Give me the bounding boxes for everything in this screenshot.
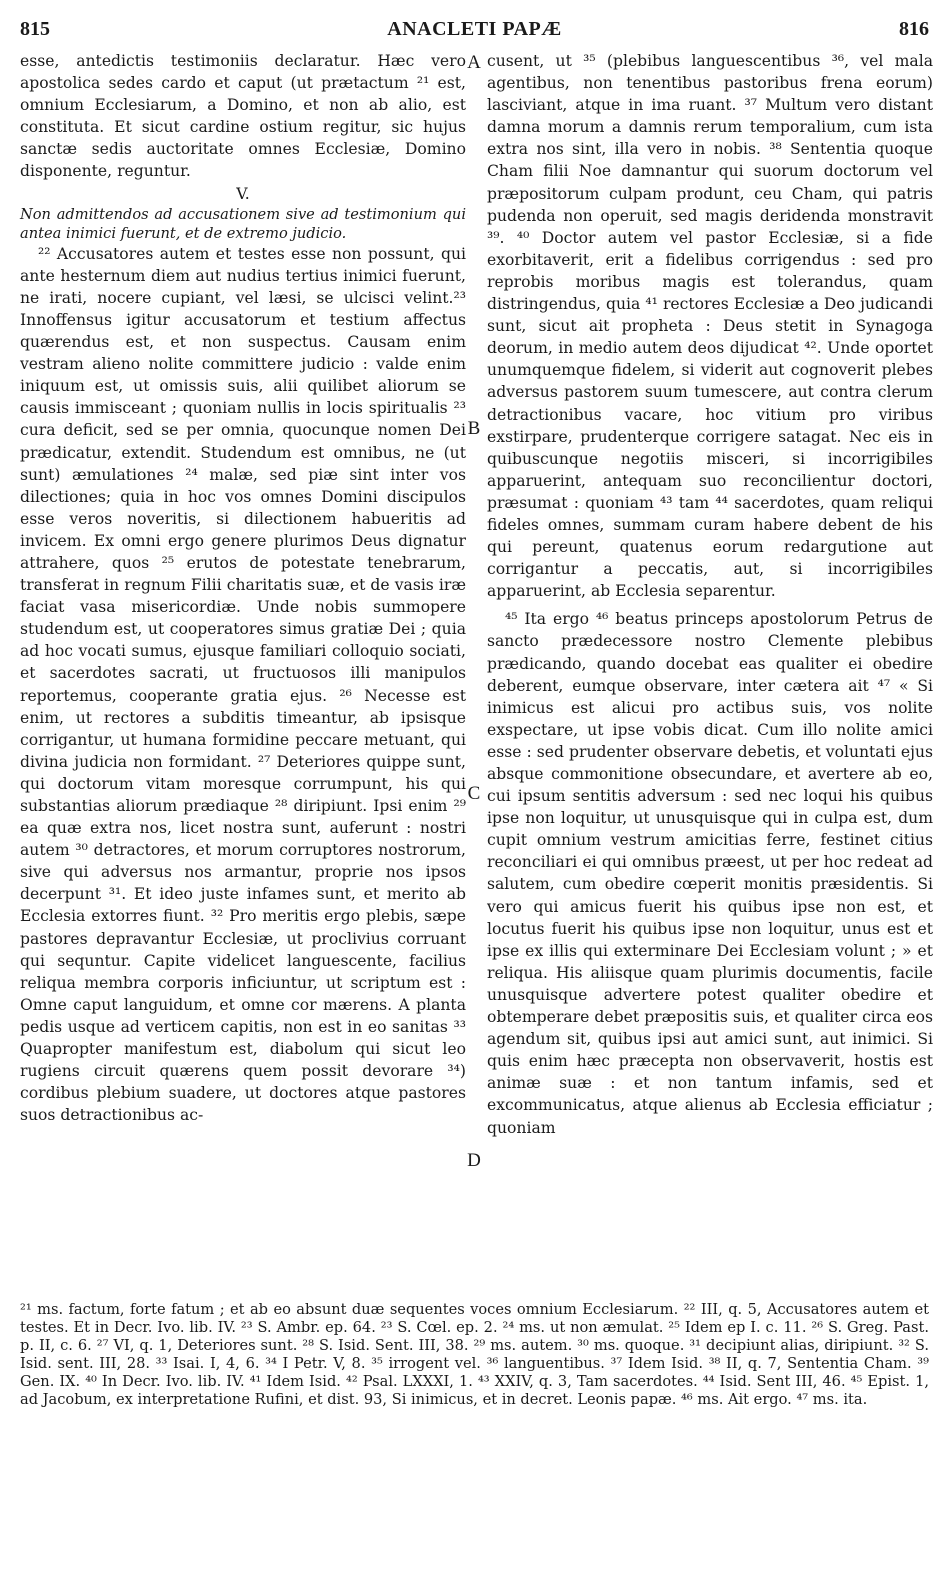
- paragraph-right-1: cusent, ut ³⁵ (plebibus languescentibus ³⁶, vel mala agentibus, non tenentibus pastoribus frena eorum) lasciviant, atque in ima ruant. ³⁷ Multum vero distant damna morum a damnis rerum temporalium, cum ista extra nos sint, illa vero in nobis. ³⁸ Sententia quoque Cham filii Noe damnantur qui suorum doctorum vel præpositorum culpam produnt, ceu Cham, qui patris pudenda non operuit, sed magis deridenda monstravit ³⁹. ⁴⁰ Doctor autem vel pastor Ecclesiæ, si a fide exorbitaverit, erit a fidelibus corrigendus : sed pro reprobis moribus magis est tolerandus, quam distringendus, quia ⁴¹ rectores Ecclesiæ a Deo judicandi sunt, sicut ait propheta : Deus stetit in Synagoga deorum, in medio autem deos dijudicat ⁴². Unde oportet unumquemque fidelem, si viderit aut cognoverit plebes adversus pastorem suum tumescere, aut contra clerum detractionibus vacare, hoc vitium pro viribus exstirpare, prudenterque corrigere satagat. Nec eis in quibuscunque negotiis misceri, si incorrigibiles apparuerint, antequam suo reconcilientur doctori, præsumat : quoniam ⁴³ tam ⁴⁴ sacerdotes, quam reliqui fideles omnes, summam curam habere debent de his qui pereunt, quatenus eorum redargutione aut corrigantur a peccatis, aut, si incorrigibiles apparuerint, ab Ecclesia separentur.: [487, 52, 933, 601]
- page-number-left: 815: [20, 18, 50, 40]
- section-title: Non admittendos ad accusationem sive ad testimonium qui antea inimici fuerunt, et de extremo judicio.: [20, 205, 466, 242]
- page-number-right: 816: [899, 18, 929, 40]
- margin-letter-d: D: [467, 1150, 481, 1171]
- section-number: V.: [236, 184, 250, 203]
- left-column: [20, 50, 466, 1126]
- footnotes: [20, 1301, 929, 1408]
- right-column: [487, 50, 933, 1139]
- margin-letter-b: B: [467, 418, 481, 439]
- paragraph-right-2: ⁴⁵ Ita ergo ⁴⁶ beatus princeps apostolorum Petrus de sancto prædecessore nostro Clemente plebibus prædicando, quando docebat eas qualiter ei obedire deberent, eumque observare, inter cætera ait ⁴⁷ « Si inimicus est alicui pro actibus suis, vos nolite exspectare, ut ipse vobis dicat. Cum illo nolite amici esse : sed prudenter observare debetis, et voluntati ejus absque commonitione obsecundare, et avertere ab eo, cui ipsum sentitis adversum : sed nec loqui his quibus ipse non loquitur, ut unusquisque qui in culpa est, dum cupit omnium vestrum amicitias ferre, festinet citius reconciliari ei qui omnibus præest, ut per hoc redeat ad salutem, cum obedire cœperit monitis præsidentis. Si vero qui amicus fuerit his quibus ipse non est, et locutus fuerit his quibus ipse non loquitur, unus est et ipse ex illis qui exterminare Dei Ecclesiam volunt ; » et reliqua. His aliisque quam plurimis documentis, facile unusquisque advertere potest qualiter obedire et obtemperare debet præpositis suis, et qualiter circa eos agendum sit, quibus ipsi aut amici sunt, aut inimici. Si quis enim hæc præcepta non observaverit, hostis est animæ suæ : et non tantum infamis, sed et excommunicatus, atque alienus ab Ecclesia efficiatur ; quoniam: [487, 610, 933, 1137]
- running-title: ANACLETI PAPÆ: [387, 18, 562, 40]
- margin-letter-a: A: [467, 52, 481, 73]
- paragraph-left-1: esse, antedictis testimoniis declaratur. Hæc vero apostolica sedes cardo et caput (ut prætactum ²¹ est, omnium Ecclesiarum, a Domino, et non ab alio, est constituta. Et sicut cardine ostium regitur, sic hujus sanctæ sedis auctoritate omnes Ecclesiæ, Domino disponente, reguntur.: [20, 52, 466, 181]
- page-header: [20, 18, 929, 42]
- margin-letter-c: C: [467, 783, 481, 804]
- footnotes-text: ²¹ ms. factum, forte fatum ; et ab eo absunt duæ sequentes voces omnium Ecclesiarum. ²² III, q. 5, Accusatores autem et testes. Et in Decr. Ivo. lib. IV. ²³ S. Ambr. ep. 64. ²³ S. Cœl. ep. 2. ²⁴ ms. ut non æmulat. ²⁵ Idem ep I. c. 11. ²⁶ S. Greg. Past. p. II, c. 6. ²⁷ VI, q. 1, Deteriores sunt. ²⁸ S. Isid. Sent. III, 38. ²⁹ ms. autem. ³⁰ ms. quoque. ³¹ decipiunt alias, diripiunt. ³² S. Isid. sent. III, 28. ³³ Isai. I, 4, 6. ³⁴ I Petr. V, 8. ³⁵ irrogent vel. ³⁶ languentibus. ³⁷ Idem Isid. ³⁸ II, q. 7, Sententia Cham. ³⁹ Gen. IX. ⁴⁰ In Decr. Ivo. lib. IV. ⁴¹ Idem Isid. ⁴² Psal. LXXXI, 1. ⁴³ XXIV, q. 3, Tam sacerdotes. ⁴⁴ Isid. Sent III, 46. ⁴⁵ Epist. 1, ad Jacobum, ex interpretatione Rufini, et dist. 93, Si inimicus, et in decret. Leonis papæ. ⁴⁶ ms. Ait ergo. ⁴⁷ ms. ita.: [20, 1301, 929, 1408]
- paragraph-left-2: ²² Accusatores autem et testes esse non possunt, qui ante hesternum diem aut nudius tertius inimici fuerunt, ne irati, nocere cupiant, vel læsi, se ulcisci velint.²³ Innoffensus igitur accusatorum et testium affectus quærendus est, et non suspectus. Causam enim vestram alieno nolite committere judicio : valde enim iniquum est, ut omissis suis, alii quilibet aliorum se causis immisceant ; quoniam nullis in locis spiritualis ²³ cura deficit, sed se per omnia, quocunque nomen Dei prædicatur, extendit. Studendum est omnibus, ne (ut sunt) æmulationes ²⁴ malæ, sed piæ sint inter vos dilectiones; quia in hoc vos omnes Domini discipulos esse veros noveritis, si dilectionem habueritis ad invicem. Ex omni ergo genere plurimos Deus dignatur attrahere, quos ²⁵ erutos de potestate tenebrarum, transferat in regnum Filii charitatis suæ, et de vasis iræ faciat vasa misericordiæ. Unde nobis summopere studendum est, ut cooperatores simus gratiæ Dei ; quia ad hoc vocati sumus, ejusque familiari colloquio sociati, et sacerdotes sacrati, ut fructuosos illi manipulos reportemus, cooperante gratia ejus. ²⁶ Necesse est enim, ut rectores a subditis timeantur, ab ipsisque corrigantur, ut humana formidine peccare metuant, qui divina judicia non formidant. ²⁷ Deteriores quippe sunt, qui doctorum vitam moresque corrumpunt, his qui substantias aliorum prædiaque ²⁸ diripiunt. Ipsi enim ²⁹ ea quæ extra nos, licet nostra sunt, auferunt : nostri autem ³⁰ detractores, et morum corruptores nostrorum, sive qui adversus nos armantur, proprie nos ipsos decerpunt ³¹. Et ideo juste infames sunt, et merito ab Ecclesia extorres fiunt. ³² Pro meritis ergo plebis, sæpe pastores depravantur Ecclesiæ, ut proclivius corruant qui sequntur. Capite videlicet languescente, facilius reliqua membra corporis inficiuntur, ut scriptum est : Omne caput languidum, et omne cor mærens. A planta pedis usque ad verticem capitis, non est in eo sanitas ³³ Quapropter manifestum est, diabolum qui sicut leo rugiens circuit quærens quem possit devorare ³⁴) cordibus plebium suadere, ut doctores atque pastores suos detractionibus ac-: [20, 244, 466, 1125]
